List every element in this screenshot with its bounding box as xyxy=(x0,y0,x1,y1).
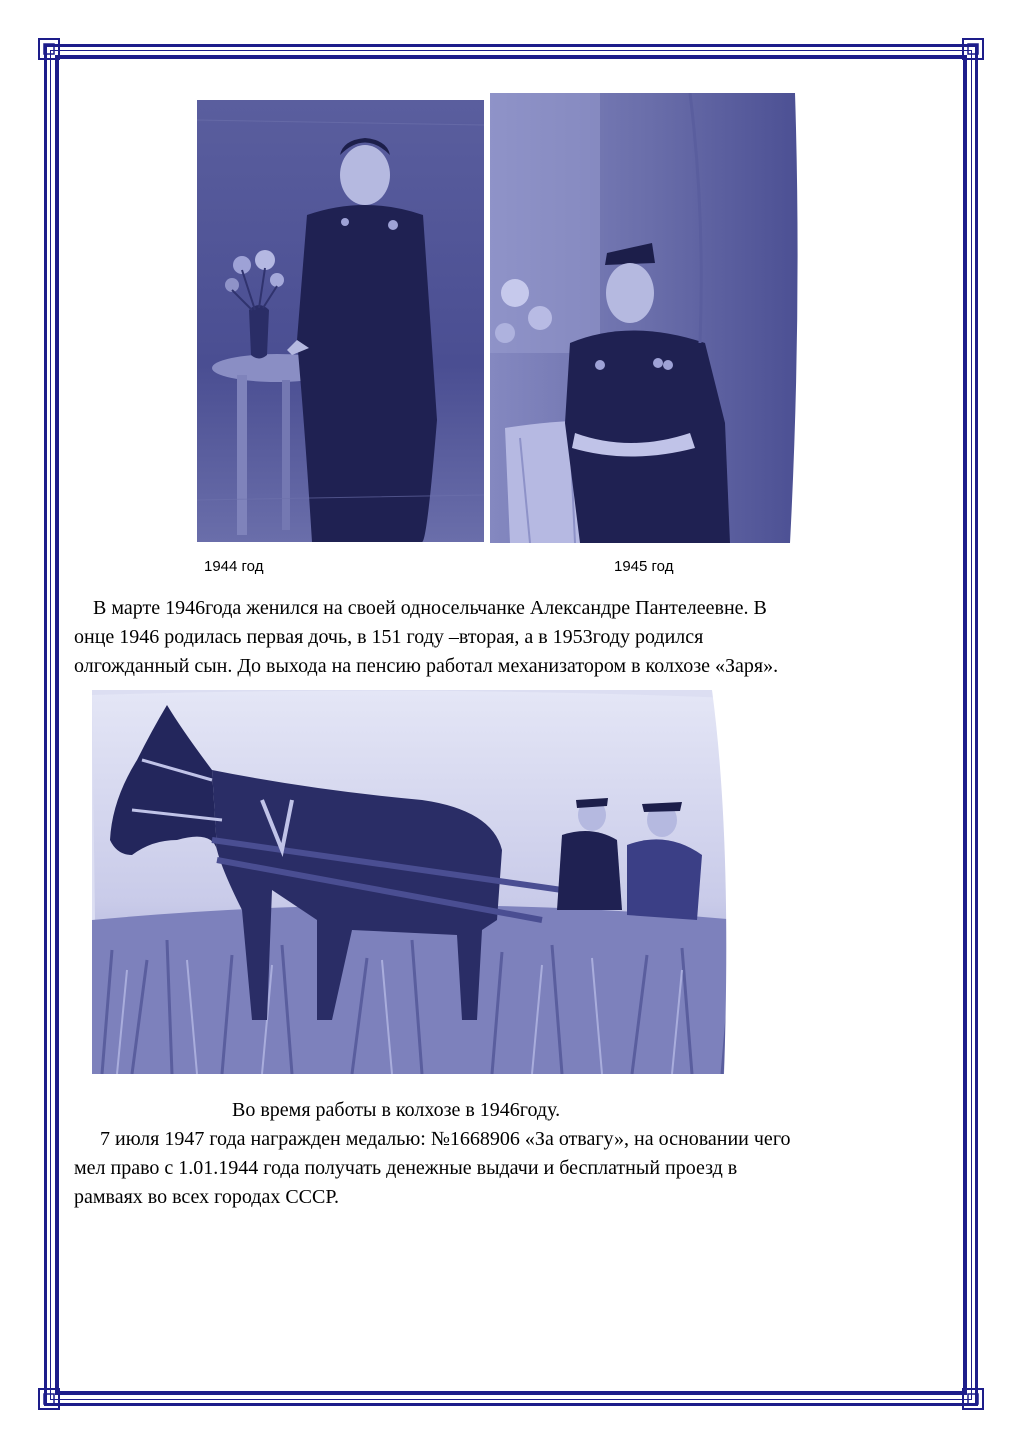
corner-ornament-top-right xyxy=(962,38,984,60)
corner-ornament-top-left xyxy=(38,38,60,60)
photo-horse-cart-1946 xyxy=(92,690,739,1074)
paragraph1-line3: олгожданный сын. До выхода на пенсию работал механизатором в колхозе «Заря». xyxy=(74,655,779,677)
paragraph2-line1: 7 июля 1947 года награжден медалью: №1668906 «За отвагу», на основании чего xyxy=(100,1128,791,1150)
corner-ornament-bottom-right xyxy=(962,1388,984,1410)
caption-photo-1944: 1944 год xyxy=(204,558,264,575)
paragraph2-line3: рамваях во всех городах СССР. xyxy=(74,1186,339,1208)
photo-man-1945 xyxy=(490,93,808,543)
photo-woman-1944 xyxy=(197,100,484,542)
caption-photo-1945: 1945 год xyxy=(614,558,674,575)
corner-ornament-bottom-left xyxy=(38,1388,60,1410)
paragraph2-line2: мел право с 1.01.1944 года получать денежные выдачи и бесплатный проезд в xyxy=(74,1157,738,1179)
paragraph1-line2: онце 1946 родилась первая дочь, в 151 году –вторая, а в 1953году родился xyxy=(74,626,704,648)
paragraph1-line1: В марте 1946года женился на своей односельчанке Александре Пантелеевне. В xyxy=(93,597,767,619)
photo3-caption: Во время работы в колхозе в 1946году. xyxy=(232,1099,561,1121)
